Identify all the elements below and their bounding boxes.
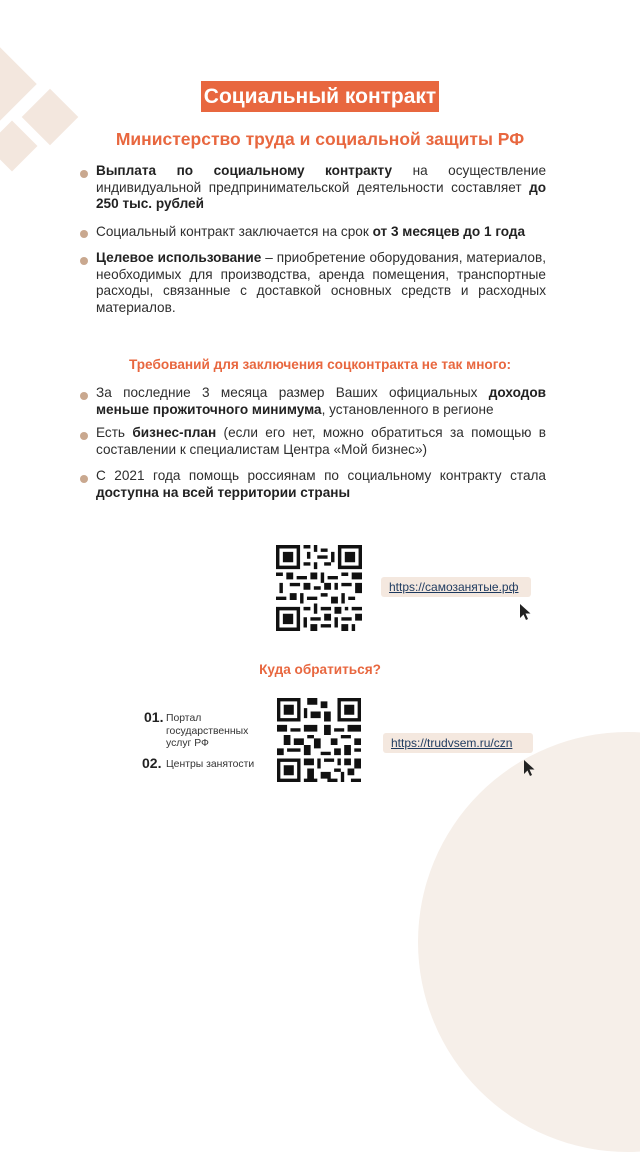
requirement-income: За последние 3 месяца размер Ваших официальных доходов меньше прожиточного минимума, установленного в регионе — [96, 385, 546, 417]
requirements-title: Требований для заключения соцконтракта не так много: — [128, 357, 512, 372]
bullet-icon — [80, 170, 88, 178]
option-gosuslugi: Портал государственных услуг РФ — [166, 713, 249, 749]
bullet-icon — [80, 230, 88, 238]
cursor-icon — [519, 603, 533, 621]
page-title: Социальный контракт — [201, 81, 439, 112]
link-samozanyatye[interactable]: https://самозанятые.рф — [381, 577, 531, 597]
qr-code-trudvsem[interactable] — [277, 698, 361, 782]
contacts-title: Куда обратиться? — [259, 662, 381, 677]
decor-arc — [418, 732, 640, 1152]
qr-code-samozanyatye[interactable] — [276, 545, 362, 631]
requirement-business-plan: Есть бизнес-план (если его нет, можно обратиться за помощью в составлении к специалистам Центра «Мой бизнес») — [96, 425, 546, 457]
bullet-icon — [80, 392, 88, 400]
option-number: 01. — [144, 709, 164, 725]
option-number: 02. — [142, 755, 162, 771]
benefit-usage: Целевое использование – приобретение оборудования, материалов, необходимых для производства, аренда помещения, транспортные расходы, связанные с доставкой основных средств и расходных материалов. — [96, 250, 546, 315]
ministry-subtitle: Министерство труда и социальной защиты РФ — [115, 129, 525, 149]
benefit-term: Социальный контракт заключается на срок от 3 месяцев до 1 года — [96, 224, 526, 239]
bullet-icon — [80, 257, 88, 265]
benefit-payment: Выплата по социальному контракту на осуществление индивидуальной предпринимательской деятельности составляет до 250 тыс. рублей — [96, 163, 547, 212]
option-employment-centers: Центры занятости — [166, 759, 255, 770]
cursor-icon — [523, 759, 537, 777]
bullet-icon — [80, 475, 88, 483]
bullet-icon — [80, 432, 88, 440]
link-trudvsem[interactable]: https://trudvsem.ru/czn — [383, 733, 533, 753]
requirement-availability: С 2021 года помощь россиянам по социальному контракту стала доступна на всей территории страны — [96, 468, 546, 500]
